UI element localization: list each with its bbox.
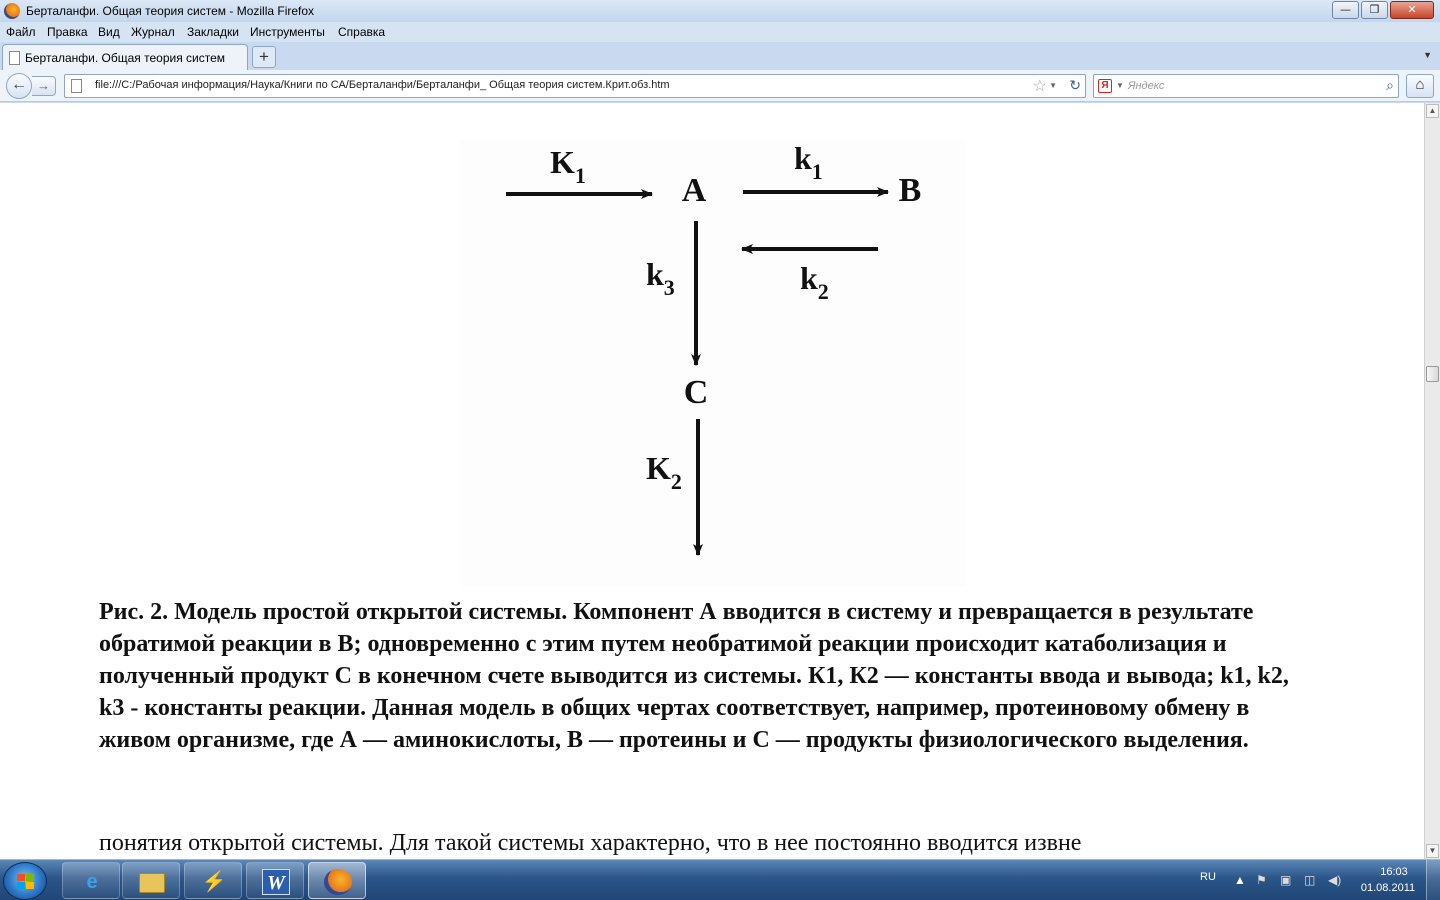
label-k2-base: k (800, 260, 818, 296)
firefox-icon (4, 3, 20, 19)
home-icon: ⌂ (1415, 76, 1425, 93)
page-icon (9, 51, 20, 65)
label-K2 (646, 450, 682, 494)
diagram-svg (460, 139, 966, 587)
start-button[interactable] (3, 862, 47, 900)
taskbar-firefox[interactable] (308, 862, 366, 899)
label-K2-sub: 2 (670, 469, 682, 494)
url-dropdown-icon[interactable]: ▼ (1049, 81, 1057, 90)
maximize-button[interactable] (1361, 1, 1388, 19)
taskbar-explorer[interactable] (122, 862, 180, 899)
word-icon: W (262, 869, 290, 895)
url-bar[interactable] (64, 74, 1086, 98)
menu-file[interactable]: Файл (6, 25, 36, 39)
internet-explorer-icon: e (86, 871, 98, 893)
label-K2-base: K (646, 450, 671, 486)
restore-icon: ❐ (1369, 3, 1380, 16)
label-k1-base: k (794, 140, 812, 176)
forward-arrow-icon: → (37, 78, 50, 93)
node-a: A (681, 172, 707, 209)
label-k3-base: k (646, 256, 664, 292)
menu-edit[interactable]: Правка (47, 25, 88, 39)
clock-date[interactable]: 01.08.2011 (1360, 882, 1416, 894)
close-icon: ✕ (1407, 3, 1417, 16)
label-k2 (800, 260, 829, 304)
page-content (0, 103, 1424, 859)
scroll-up-icon[interactable]: ▲ (1426, 104, 1439, 118)
label-k3 (646, 256, 675, 300)
label-K1 (550, 144, 586, 188)
tab-active[interactable] (2, 44, 248, 70)
vertical-scrollbar[interactable] (1424, 103, 1440, 859)
home-button[interactable] (1406, 74, 1434, 98)
device-icon[interactable]: ▣ (1280, 873, 1292, 887)
search-placeholder[interactable]: Яндекс (1128, 80, 1165, 92)
volume-icon[interactable]: ◀) (1328, 873, 1342, 887)
label-k1-sub: 1 (811, 159, 823, 184)
forward-button[interactable] (32, 76, 56, 96)
window-titlebar (0, 0, 1440, 22)
windows-logo-icon (17, 874, 35, 890)
language-indicator[interactable]: RU (1200, 871, 1216, 883)
reload-icon[interactable]: ↻ (1069, 77, 1081, 93)
winamp-icon: ⚡ (201, 871, 227, 893)
window-title: Берталанфи. Общая теория систем - Mozilla Firefox (26, 4, 315, 18)
menu-tools[interactable]: Инструменты (250, 25, 325, 39)
node-c: C (683, 374, 709, 411)
taskbar-winamp[interactable] (184, 862, 242, 899)
system-tray (1196, 860, 1440, 900)
minimize-icon: — (1340, 3, 1351, 16)
label-k3-sub: 3 (663, 275, 675, 300)
show-desktop-button[interactable] (1426, 860, 1440, 900)
yandex-icon[interactable]: Я (1098, 79, 1112, 93)
new-tab-button[interactable]: + (252, 46, 276, 68)
taskbar-word[interactable] (246, 862, 304, 899)
figure-open-system-diagram (460, 139, 966, 587)
bookmark-star-icon[interactable]: ☆ (1032, 78, 1047, 95)
menu-help[interactable]: Справка (338, 25, 386, 39)
figure-caption: Рис. 2. Модель простой открытой системы. Компонент А вводится в систему и превращается в результате обратимой реакции в В; одновременно с этим путем необратимой реакции происходит катаболизация и полученный продукт С в конечном счете выводится из системы. К1, К2 — константы ввода и вывода; k1, k2, k3 - константы реакции. Данная модель в общих чертах соответствует, например, протеиновому обмену в живом организме, где А — аминокислоты, В — протеины и С — продукты физиологического выделения. (99, 599, 1289, 753)
menu-history[interactable]: Журнал (131, 25, 175, 39)
tab-bar (0, 42, 1440, 70)
close-button[interactable] (1390, 1, 1434, 19)
menu-view[interactable]: Вид (98, 25, 120, 39)
taskbar-internet-explorer[interactable] (62, 862, 120, 899)
url-text[interactable]: file:///C:/Рабочая информация/Наука/Книги по СА/Берталанфи/Берталанфи_ Общая теория систем.Крит.обз.htm (95, 79, 670, 91)
navigation-bar (0, 70, 1440, 102)
folder-icon (139, 873, 165, 893)
minimize-button[interactable] (1332, 1, 1359, 19)
label-k2-sub: 2 (817, 279, 829, 304)
scroll-thumb[interactable] (1426, 366, 1439, 382)
network-icon[interactable]: ◫ (1304, 873, 1316, 887)
scroll-down-icon[interactable]: ▼ (1426, 844, 1439, 858)
label-K1-base: K (550, 144, 575, 180)
menu-bookmarks[interactable]: Закладки (187, 25, 239, 39)
label-K1-sub: 1 (574, 163, 586, 188)
search-engine-dropdown-icon[interactable]: ▼ (1116, 81, 1124, 90)
show-hidden-icons-icon[interactable]: ▲ (1234, 873, 1246, 887)
node-b: B (898, 172, 922, 209)
body-paragraph: понятия открытой системы. Для такой системы характерно, что в нее постоянно вводится извне (99, 830, 1082, 856)
tab-label: Берталанфи. Общая теория систем (25, 51, 226, 65)
window-controls (1330, 1, 1434, 19)
back-button[interactable] (6, 73, 32, 99)
search-bar[interactable] (1093, 74, 1399, 98)
search-icon[interactable]: ⌕ (1386, 77, 1394, 93)
tab-list-icon[interactable]: ▼ (1423, 50, 1432, 60)
action-center-icon[interactable]: ⚑ (1256, 873, 1267, 887)
windows-taskbar (0, 859, 1440, 900)
back-arrow-icon: ← (11, 76, 27, 93)
clock-time[interactable]: 16:03 (1380, 866, 1408, 878)
page-icon (71, 79, 82, 93)
firefox-icon (324, 869, 352, 895)
menu-bar (0, 22, 1440, 42)
label-k1 (794, 140, 823, 184)
